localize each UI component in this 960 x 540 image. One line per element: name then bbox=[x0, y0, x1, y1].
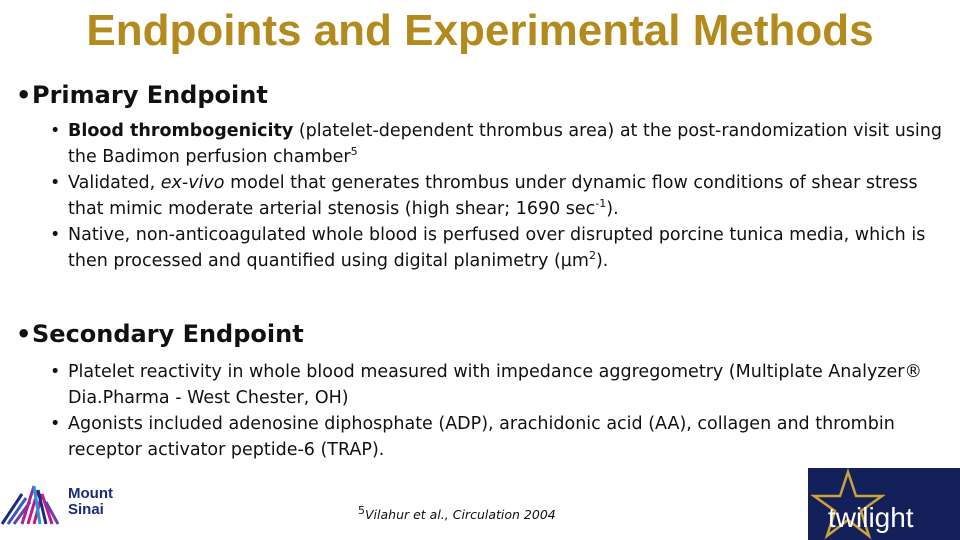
primary-endpoint-list bbox=[50, 118, 950, 274]
list-item: • Native, non-anticoagulated whole blood is perfused over disrupted porcine tunica media, which is then processed and quantified using digital planimetry (µm$^2$). bbox=[50, 225, 926, 271]
superscript: 2 bbox=[588, 249, 596, 263]
mount-sinai-logo bbox=[0, 476, 130, 526]
bullet: • bbox=[16, 320, 32, 348]
bullet: • bbox=[16, 81, 32, 109]
slide-title: Endpoints and Experimental Methods bbox=[86, 6, 874, 55]
primary-endpoint-heading bbox=[16, 81, 268, 109]
primary-heading-text: Primary Endpoint bbox=[32, 81, 268, 109]
superscript: -1 bbox=[595, 197, 607, 211]
logo-line-1: Mount bbox=[68, 485, 113, 502]
list-item: • Platelet reactivity in whole blood measured with impedance aggregometry (Multiplate Analyzer® Dia.Pharma - West Chester, OH) bbox=[50, 362, 922, 408]
citation-ref: 5 bbox=[358, 503, 365, 517]
secondary-endpoint-list bbox=[50, 359, 950, 463]
logo-line-2: Sinai bbox=[68, 501, 104, 518]
list-item: • Blood thrombogenicity (platelet-dependent thrombus area) at the post-randomization visit using the Badimon perfusion chamber$^5$ bbox=[50, 121, 942, 167]
mount-sinai-mark-icon bbox=[0, 476, 64, 526]
logo-word: twilight bbox=[828, 502, 914, 533]
citation-text: Vilahur et al., Circulation 2004 bbox=[365, 507, 556, 522]
citation bbox=[358, 503, 556, 522]
secondary-heading-text: Secondary Endpoint bbox=[32, 320, 304, 348]
italic-text: ex-vivo bbox=[160, 173, 225, 193]
footnote-ref: 5 bbox=[350, 145, 358, 159]
twilight-logo bbox=[808, 468, 960, 540]
list-item: • Agonists included adenosine diphosphate (ADP), arachidonic acid (AA), collagen and thrombin receptor activator peptide-6 (TRAP). bbox=[50, 414, 895, 460]
list-item: • Validated, ex-vivo model that generates thrombus under dynamic flow conditions of shear stress that mimic moderate arterial stenosis (high shear; 1690 $\sec^{-1}$). bbox=[50, 173, 918, 219]
secondary-endpoint-heading bbox=[16, 320, 304, 348]
emphasis-text: Blood thrombogenicity bbox=[68, 121, 294, 141]
